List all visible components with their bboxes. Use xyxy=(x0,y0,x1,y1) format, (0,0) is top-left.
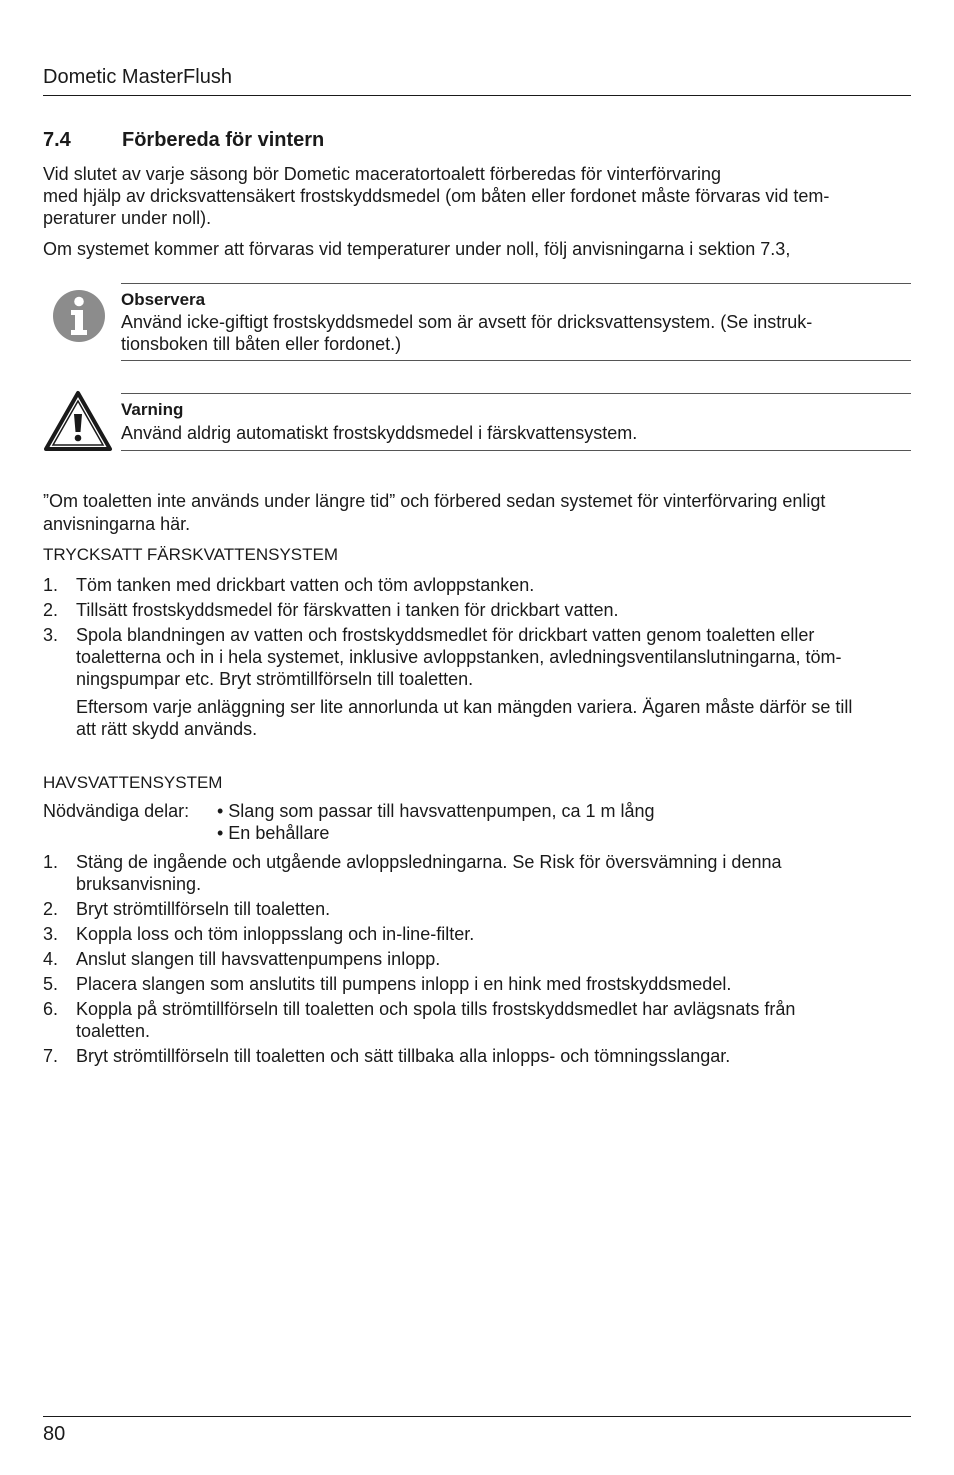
note-text-line-1: Använd icke-giftigt frostskyddsmedel som är avsett för dricksvattensystem. (Se instruk- xyxy=(121,312,813,332)
list-item-number: 1. xyxy=(43,852,59,872)
warning-top-rule xyxy=(121,393,911,394)
warning-bottom-rule xyxy=(121,450,911,451)
intro-line-1: Vid slutet av varje säsong bör Dometic maceratortoalett förberedas för vinterförvaring xyxy=(43,164,721,184)
list-item-text: Bryt strömtillförseln till toaletten och sätt tillbaka alla inlopps- och tömningsslangar. xyxy=(76,1046,731,1066)
sea-water-heading: HAVSVATTENSYSTEM xyxy=(43,773,223,792)
warning-heading: Varning xyxy=(121,400,184,419)
intro-line-3: peraturer under noll). xyxy=(43,208,212,228)
header-divider xyxy=(43,95,911,96)
list-item-text: Spola blandningen av vatten och frostskyddsmedlet för drickbart vatten genom toaletten eller xyxy=(76,625,815,645)
document-header-title: Dometic MasterFlush xyxy=(43,66,232,88)
fresh-note-line-2: att rätt skydd används. xyxy=(76,719,258,739)
intro-paragraph-2: Om systemet kommer att förvaras vid temperaturer under noll, följ anvisningarna i sektion 7.3, xyxy=(43,239,791,259)
list-item-text: Bryt strömtillförseln till toaletten. xyxy=(76,899,331,919)
note-heading: Observera xyxy=(121,290,206,309)
required-parts-label: Nödvändiga delar: xyxy=(43,801,190,821)
list-item-number: 2. xyxy=(43,600,59,620)
list-item-number: 3. xyxy=(43,924,59,944)
list-item-text: Anslut slangen till havsvattenpumpens inlopp. xyxy=(76,949,441,969)
list-item-text: Töm tanken med drickbart vatten och töm avloppstanken. xyxy=(76,575,535,595)
list-item-text: Koppla på strömtillförseln till toaletten och spola tills frostskyddsmedlet har avlägsnats från xyxy=(76,999,796,1019)
lead-line-2: anvisningarna här. xyxy=(43,514,191,534)
list-item-number: 1. xyxy=(43,575,59,595)
list-item-text: bruksanvisning. xyxy=(76,874,202,894)
page-number: 80 xyxy=(43,1423,66,1445)
list-item-text: toaletten. xyxy=(76,1021,151,1041)
list-item-text: Tillsätt frostskyddsmedel för färskvatten i tanken för drickbart vatten. xyxy=(76,600,619,620)
list-item-number: 4. xyxy=(43,949,59,969)
fresh-water-heading: TRYCKSATT FÄRSKVATTENSYSTEM xyxy=(43,545,339,564)
note-text-line-2: tionsboken till båten eller fordonet.) xyxy=(121,334,402,354)
list-item-text: Placera slangen som anslutits till pumpens inlopp i en hink med frostskyddsmedel. xyxy=(76,974,732,994)
list-item-text: Stäng de ingående och utgående avloppsledningarna. Se Risk för översvämning i denna xyxy=(76,852,782,872)
lead-line-1: ”Om toaletten inte används under längre tid” och förbered sedan systemet för vinterförvaring enligt xyxy=(43,491,826,511)
list-item-number: 7. xyxy=(43,1046,59,1066)
warning-text: Använd aldrig automatiskt frostskyddsmedel i färskvattensystem. xyxy=(121,423,638,443)
warning-icon xyxy=(43,390,113,452)
list-item-number: 3. xyxy=(43,625,59,645)
section-title: Förbereda för vintern xyxy=(122,129,325,151)
list-item-text: ningspumpar etc. Bryt strömtillförseln till toaletten. xyxy=(76,669,474,689)
list-item-number: 5. xyxy=(43,974,59,994)
fresh-note-line-1: Eftersom varje anläggning ser lite annorlunda ut kan mängden variera. Ägaren måste därför se till xyxy=(76,697,853,717)
note-top-rule xyxy=(121,283,911,284)
list-item-text: Koppla loss och töm inloppsslang och in-line-filter. xyxy=(76,924,475,944)
footer-divider xyxy=(43,1416,911,1417)
required-part-item: • En behållare xyxy=(217,823,330,843)
list-item-number: 6. xyxy=(43,999,59,1019)
list-item-number: 2. xyxy=(43,899,59,919)
list-item-text: toaletterna och in i hela systemet, inklusive avloppstanken, avledningsventilanslutningarna, töm- xyxy=(76,647,842,667)
intro-line-2: med hjälp av dricksvattensäkert frostskyddsmedel (om båten eller fordonet måste förvaras vid tem- xyxy=(43,186,830,206)
section-number: 7.4 xyxy=(43,129,71,151)
info-icon xyxy=(52,289,106,343)
note-bottom-rule xyxy=(121,360,911,361)
required-part-item: • Slang som passar till havsvattenpumpen, ca 1 m lång xyxy=(217,801,655,821)
